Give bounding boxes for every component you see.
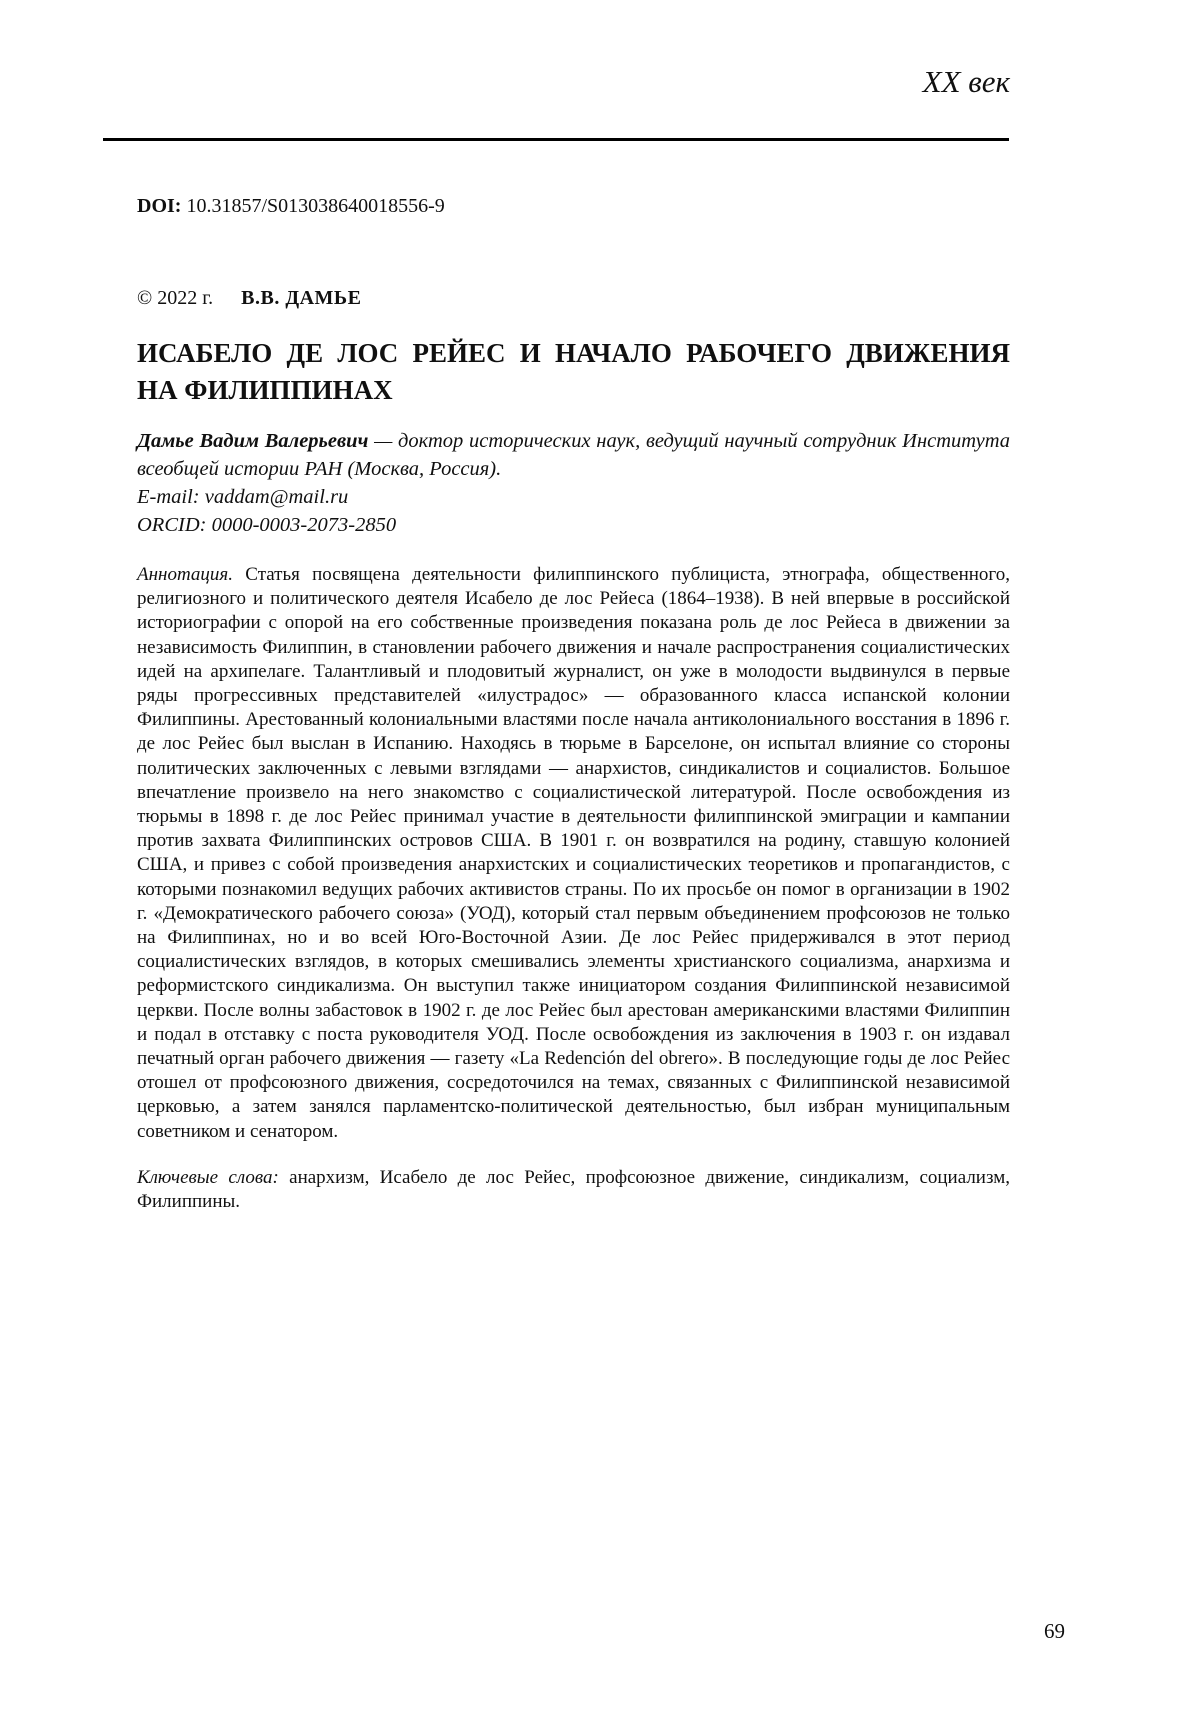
keywords xyxy=(137,1166,1010,1214)
author-full-name: Дамье Вадим Валерьевич xyxy=(137,430,369,452)
author-degrees: — доктор исторических наук, ведущий научный сотрудник Института всеобщей истории РАН (Москва, Россия). xyxy=(137,430,1010,480)
header-rule xyxy=(103,138,1009,141)
author-affiliation xyxy=(137,427,1010,483)
author-email: E-mail: vaddam@mail.ru xyxy=(137,486,349,508)
author-orcid: ORCID: 0000-0003-2073-2850 xyxy=(137,514,397,536)
doi-line xyxy=(137,193,1010,219)
keywords-text: анархизм, Исабело де лос Рейес, профсоюзное движение, синдикализм, социализм, Филиппины. xyxy=(137,1166,1010,1213)
keywords-label: Ключевые слова: xyxy=(137,1166,279,1188)
copyright-line xyxy=(137,285,1010,311)
page-number: 69 xyxy=(1044,1619,1065,1643)
article-title-line1: ИСАБЕЛО ДЕ ЛОС РЕЙЕС И НАЧАЛО РАБОЧЕГО ДВИЖЕНИЯ xyxy=(137,338,1010,368)
article-title-line2: НА ФИЛИППИНАХ xyxy=(137,375,393,405)
copyright-year: © 2022 г. xyxy=(137,287,214,309)
page-content xyxy=(137,0,1010,1214)
abstract-label: Аннотация. xyxy=(137,564,233,585)
abstract-text: Статья посвящена деятельности филиппинского публициста, этнографа, общественного, религиозного и политического деятеля Исабело де лос Рейеса (1864–1938). В ней впервые в российской историографии с опорой на его собственные произведения показана роль де лос Рейеса в движении за независимость Филиппин, в становлении рабочего движения и начале распространения социалистических идей на архипелаге. Талантливый и плодовитый журналист, он уже в молодости выдвинулся в первые ряды прогрессивных представителей «илустрадос» — образованного класса испанской колонии Филиппины. Арестованный колониальными властями после начала антиколониального восстания в 1896 г. де лос Рейес был выслан в Испанию. Находясь в тюрьме в Барселоне, он испытал влияние со стороны политических заключенных с левыми взглядами — анархистов, синдикалистов и социалистов. Большое впечатление произвело на него знакомство с социалистической литературой. После освобождения из тюрьмы в 1898 г. де лос Рейес принимал участие в деятельности филиппинской эмиграции и кампании против захвата Филиппинских островов США. В 1901 г. он возвратился на родину, ставшую колонией США, и привез с собой произведения анархистских и социалистических теоретиков и пропагандистов, с которыми познакомил ведущих рабочих активистов страны. По их просьбе он помог в организации в 1902 г. «Демократического рабочего союза» (УОД), который стал первым объединением профсоюзов не только на Филиппинах, но и во всей Юго-Восточной Азии. Де лос Рейес придерживался в этот период социалистических взглядов, в которых смешивались элементы христианского социализма, анархизма и реформистского синдикализма. Он выступил также инициатором создания Филиппинской независимой церкви. После волны забастовок в 1902 г. де лос Рейес был арестован американскими властями Филиппин и подал в отставку с поста руководителя УОД. После освобождения из заключения в 1903 г. он издавал печатный орган рабочего движения — газету «La Redención del obrero». В последующие годы де лос Рейес отошел от профсоюзного движения, сосредоточился на темах, связанных с Филиппинской независимой церковью, а затем занялся парламентско-политической деятельностью, был избран муниципальным советником и сенатором. xyxy=(137,564,1010,1142)
article-title xyxy=(137,335,1010,409)
author-name-caps: В.В. ДАМЬЕ xyxy=(241,287,362,309)
doi-label: DOI: xyxy=(137,195,182,217)
abstract xyxy=(137,563,1010,1144)
running-head: XX век xyxy=(922,64,1010,99)
doi-value: 10.31857/S013038640018556-9 xyxy=(186,195,445,217)
author-note xyxy=(137,427,1010,539)
